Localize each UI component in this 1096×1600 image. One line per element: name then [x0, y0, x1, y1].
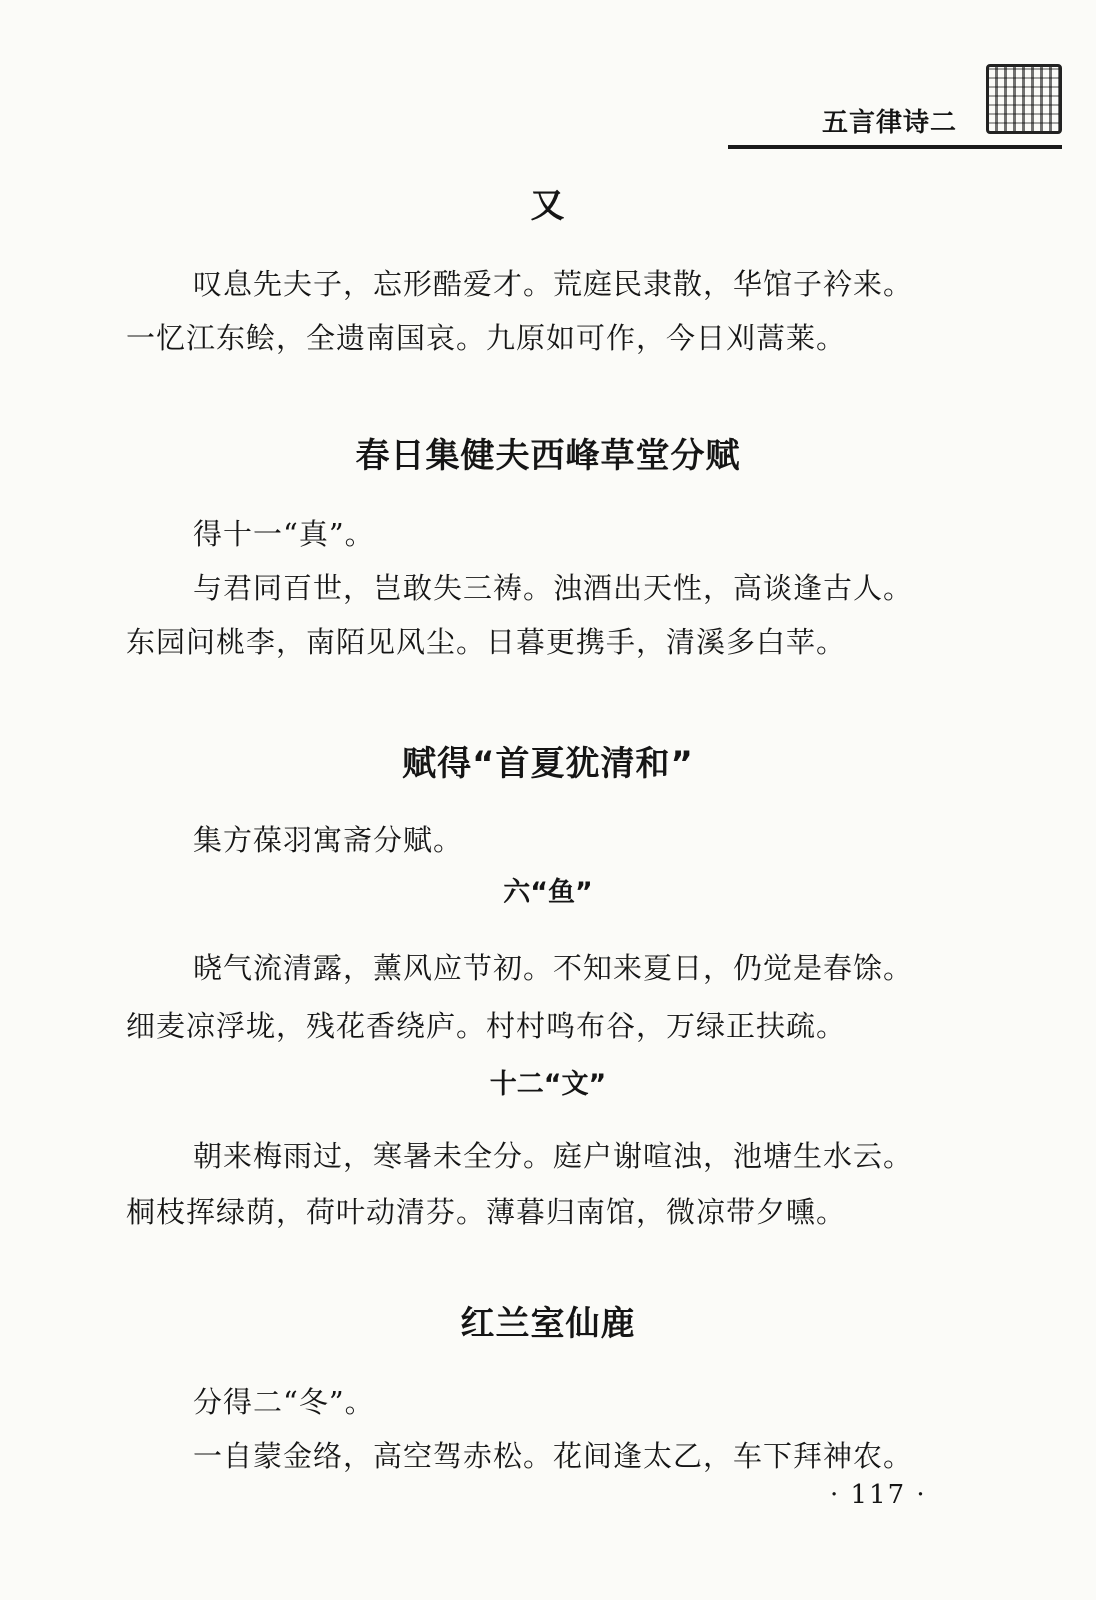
poem-title: 又 — [530, 186, 566, 226]
poem-title: 春日集健夫西峰草堂分赋 — [355, 436, 741, 476]
poem-line: 桐枝挥绿荫，荷叶动清芬。薄暮归南馆，微凉带夕曛。 — [126, 1195, 847, 1229]
poem-line: 一自蒙金络，高空驾赤松。花间逢太乙，车下拜神农。 — [193, 1439, 914, 1473]
poem-line: 东园问桃李，南陌见风尘。日暮更携手，清溪多白苹。 — [126, 625, 847, 659]
poem-subtitle: 六“鱼” — [503, 877, 593, 908]
poem-note: 分得二“冬”。 — [193, 1385, 375, 1419]
page-number: · 117 · — [830, 1480, 927, 1510]
poem-title: 赋得“首夏犹清和” — [402, 744, 694, 784]
header-rule — [728, 145, 1062, 149]
poem-line: 细麦凉浮垅，残花香绕庐。村村鸣布谷，万绿正扶疏。 — [126, 1009, 847, 1043]
poem-note: 得十一“真”。 — [193, 517, 375, 551]
poem-subtitle: 十二“文” — [489, 1069, 607, 1100]
running-header: 五言律诗二 — [822, 108, 958, 138]
poem-title: 红兰室仙鹿 — [460, 1304, 636, 1344]
poem-line: 叹息先夫子，忘形酷爱才。荒庭民隶散，华馆子衿来。 — [193, 267, 914, 301]
seal-stamp — [986, 64, 1062, 134]
poem-line: 一忆江东鲙，全遗南国哀。九原如可作，今日刈蒿莱。 — [126, 321, 847, 355]
poem-line: 晓气流清露，薰风应节初。不知来夏日，仍觉是春馀。 — [193, 951, 914, 985]
poem-line: 与君同百世，岂敢失三祷。浊酒出天性，高谈逢古人。 — [193, 571, 914, 605]
poem-note: 集方葆羽寓斋分赋。 — [193, 823, 464, 857]
poem-line: 朝来梅雨过，寒暑未全分。庭户谢喧浊，池塘生水云。 — [193, 1139, 914, 1173]
